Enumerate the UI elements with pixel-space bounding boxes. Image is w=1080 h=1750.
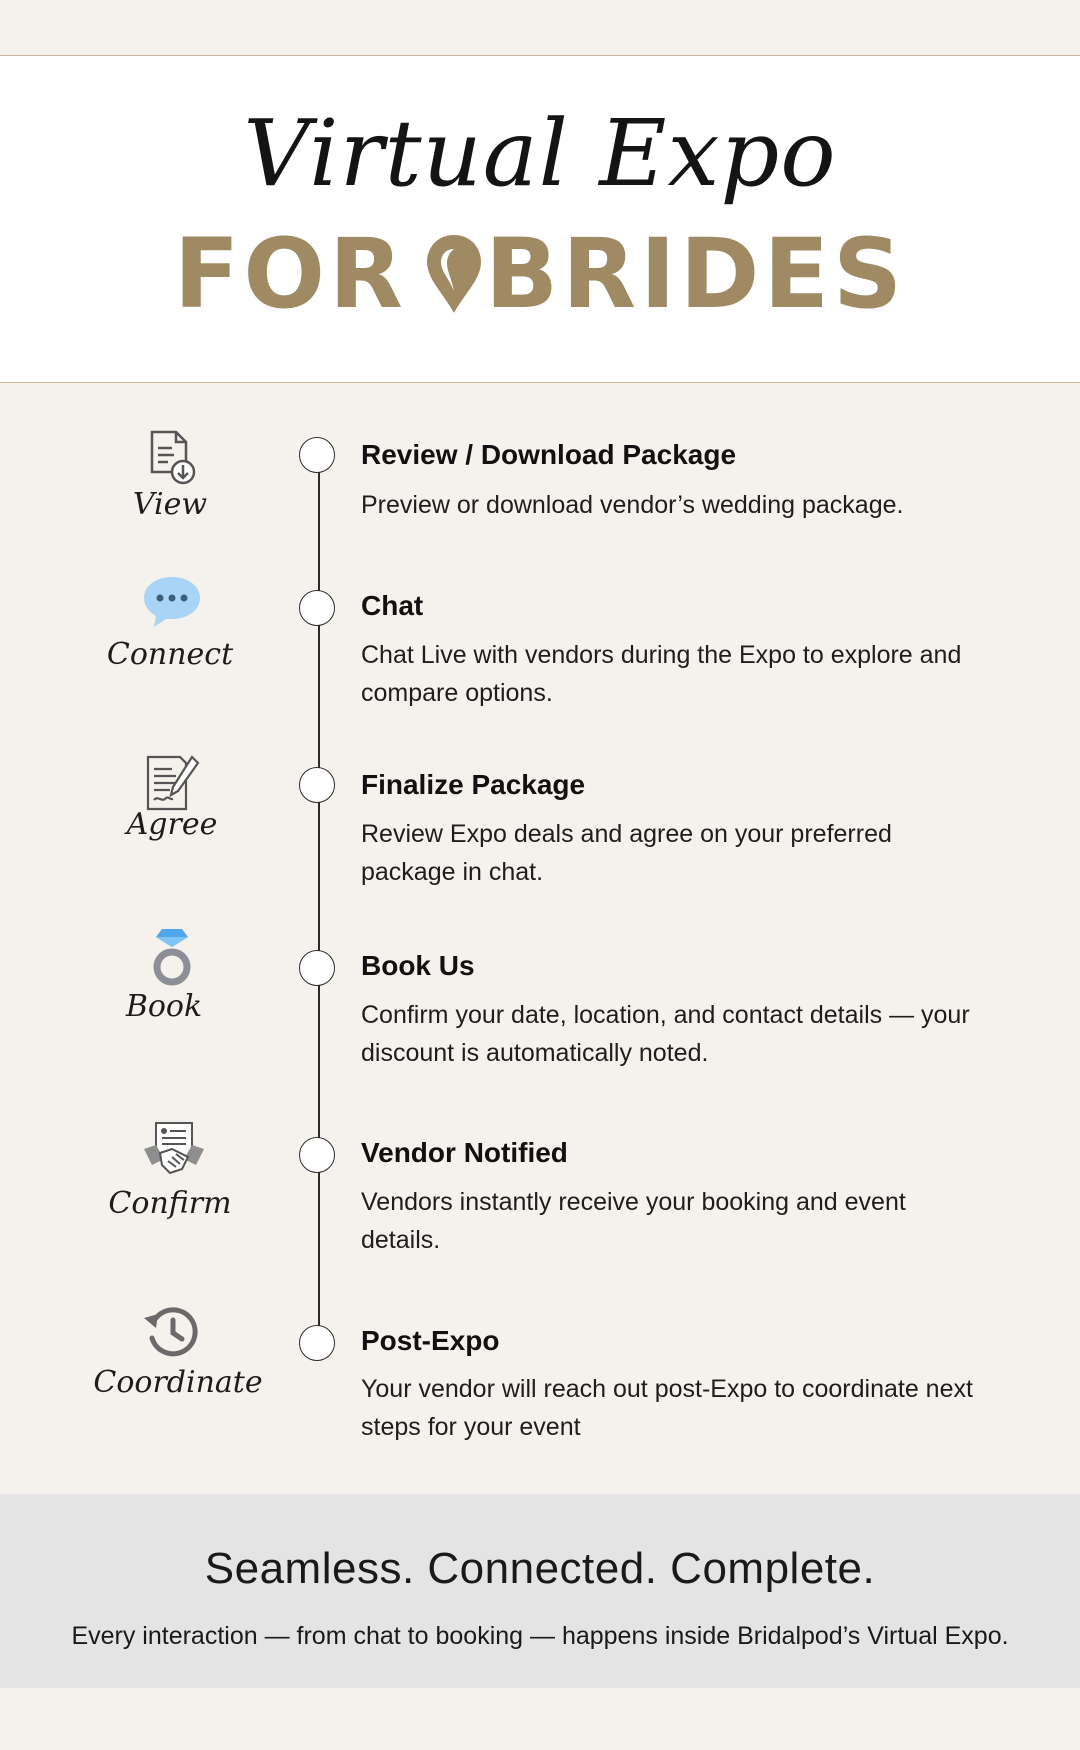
footer-subline: Every interaction — from chat to booking — happens inside Bridalpod’s Virtual Expo. xyxy=(71,1622,1009,1650)
step-description: Review Expo deals and agree on your preferred package in chat. xyxy=(361,820,892,886)
step-word-agree: Agree xyxy=(126,807,218,842)
page-title: Virtual Expo xyxy=(243,100,837,207)
step-description: Vendors instantly receive your booking and event details. xyxy=(361,1188,906,1254)
brand-name: BRIDES xyxy=(484,218,907,330)
step-title: Post-Expo xyxy=(361,1325,500,1356)
step-title: Vendor Notified xyxy=(361,1137,568,1168)
header xyxy=(0,56,1080,383)
signed-document-icon xyxy=(140,751,204,815)
timeline xyxy=(0,383,1080,1493)
step-marker xyxy=(299,767,335,803)
footer-tagline: Seamless. Connected. Complete. xyxy=(204,1544,876,1593)
footer xyxy=(0,1494,1080,1688)
step-title: Review / Download Package xyxy=(361,439,737,470)
brand-prefix: FOR xyxy=(173,218,407,330)
step-title: Finalize Package xyxy=(361,769,586,800)
diamond-ring-icon xyxy=(140,925,204,989)
step-marker xyxy=(299,437,335,473)
handshake-contract-icon xyxy=(142,1119,206,1183)
top-band xyxy=(0,0,1080,56)
step-word-coordinate: Coordinate xyxy=(93,1365,263,1400)
step-word-confirm: Confirm xyxy=(108,1186,232,1221)
step-description: Preview or download vendor’s wedding package. xyxy=(361,491,904,519)
history-clock-icon xyxy=(140,1300,204,1364)
chat-bubble-icon xyxy=(140,571,204,635)
step-title: Book Us xyxy=(361,950,475,981)
step-marker xyxy=(299,590,335,626)
step-description: Confirm your date, location, and contact details — your discount is automatically noted. xyxy=(361,1001,970,1067)
step-description: Your vendor will reach out post-Expo to coordinate next steps for your event xyxy=(361,1375,973,1441)
bottom-band xyxy=(0,1688,1080,1750)
step-word-view: View xyxy=(132,487,208,522)
step-marker xyxy=(299,1137,335,1173)
brand-title xyxy=(0,218,1080,330)
step-word-book: Book xyxy=(125,989,203,1024)
timeline-line xyxy=(318,455,320,1345)
step-description: Chat Live with vendors during the Expo to explore and compare options. xyxy=(361,641,962,707)
location-pin-icon xyxy=(423,231,485,317)
step-marker xyxy=(299,1325,335,1361)
step-word-connect: Connect xyxy=(106,637,234,672)
step-title: Chat xyxy=(361,590,424,621)
step-marker xyxy=(299,950,335,986)
document-download-icon xyxy=(140,428,204,492)
